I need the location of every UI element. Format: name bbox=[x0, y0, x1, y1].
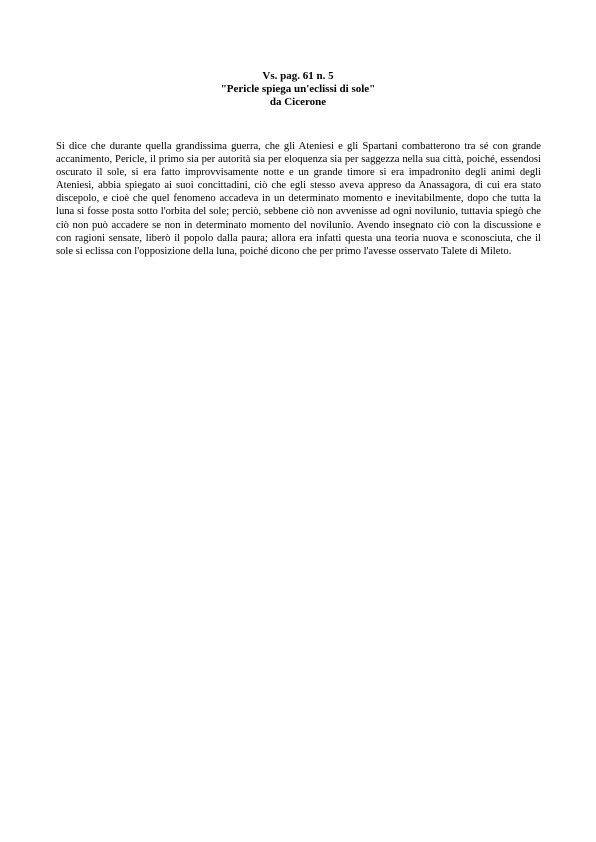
document-title: "Pericle spiega un'eclissi di sole" bbox=[220, 83, 376, 96]
heading-block bbox=[0, 70, 596, 110]
page-reference: Vs. pag. 61 n. 5 bbox=[262, 70, 334, 82]
author-line: da Cicerone bbox=[269, 96, 327, 109]
body-paragraph: Si dice che durante quella grandissima guerra, che gli Ateniesi e gli Spartani combatterono tra sé con grande accanimento, Pericle, il primo sia per autorità sia per eloquenza sia per saggezza nella sua città, poiché, essendosi oscurato il sole, si era fatto improvvisamente notte e un grande timore si era impadronito degli animi degli Ateniesi, abbia spiegato ai suoi concittadini, ciò che egli stesso aveva appreso da Anassagora, di cui era stato discepolo, e cioè che quel fenomeno accadeva in un determinato momento e inevitabilmente, dopo che tutta la luna si fosse posta sotto l'orbita del sole; perciò, sebbene ciò non avvenisse ad ogni novilunio, tuttavia spiegò che ciò non può accadere se non in determinato momento del novilunio. Avendo insegnato ciò con la discussione e con ragioni sensate, liberò il popolo dalla paura; allora era infatti questa una teoria nuova e sconosciuta, che il sole si eclissa con l'opposizione della luna, poiché dicono che per primo l'avesse osservato Talete di Mileto. bbox=[56, 141, 541, 257]
